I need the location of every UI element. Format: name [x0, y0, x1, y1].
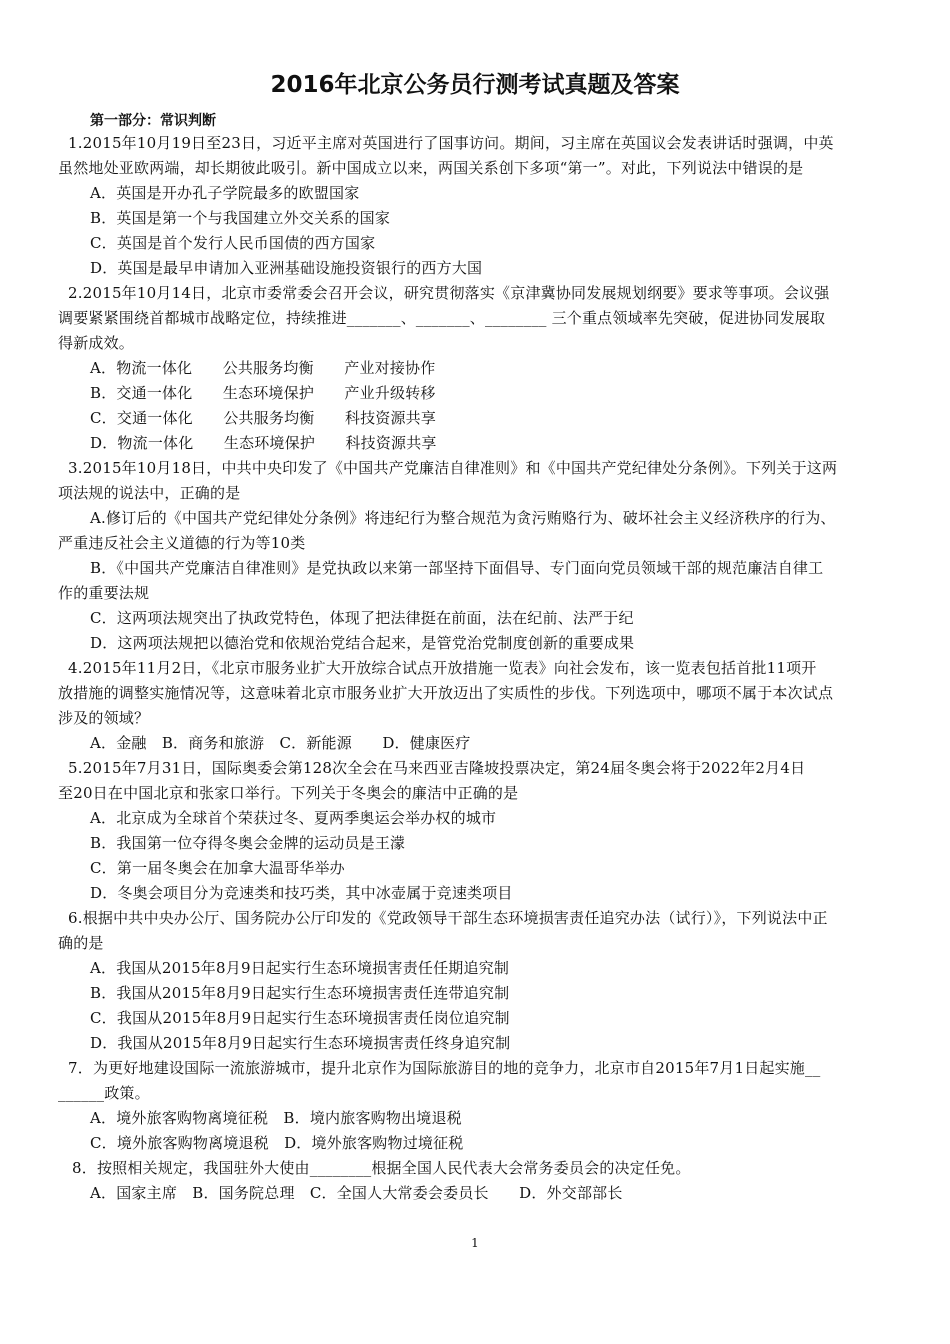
text-line: 虽然地处亚欧两端，却长期彼此吸引。新中国成立以来，两国关系创下多项“第一”。对此，下列说法中错误的是 [58, 159, 804, 177]
option-line: B．《中国共产党廉洁自律准则》是党执政以来第一部坚持下面倡导、专门面向党员领域干部的规范廉洁自律工 [90, 559, 824, 577]
option-line: D．物流一体化 生态环境保护 科技资源共享 [90, 434, 437, 452]
text-line: 7．为更好地建设国际一流旅游城市，提升北京作为国际旅游目的地的竞争力，北京市自2015年7月1日起实施__ [68, 1059, 821, 1077]
option-line: D．这两项法规把以德治党和依规治党结合起来，是管党治党制度创新的重要成果 [90, 634, 635, 652]
option-line: B．交通一体化 生态环境保护 产业升级转移 [90, 384, 436, 402]
option-line: A．物流一体化 公共服务均衡 产业对接协作 [90, 359, 436, 377]
page-title: 2016年北京公务员行测考试真题及答案 [270, 72, 680, 98]
text-line: 5.2015年7月31日，国际奥委会第128次全会在马来西亚吉隆坡投票决定，第24届冬奥会将于2022年2月4日 [68, 759, 806, 777]
option-line: C．第一届冬奥会在加拿大温哥华举办 [90, 859, 345, 877]
text-line: 4.2015年11月2日，《北京市服务业扩大开放综合试点开放措施一览表》向社会发布，该一览表包括首批11项开 [68, 659, 817, 677]
option-line: C．交通一体化 公共服务均衡 科技资源共享 [90, 409, 437, 427]
text-line: 1.2015年10月19日至23日，习近平主席对英国进行了国事访问。期间，习主席在英国议会发表讲话时强调，中英 [68, 134, 834, 152]
option-line: C．这两项法规突出了执政党特色，体现了把法律挺在前面，法在纪前、法严于纪 [90, 609, 634, 627]
option-line: C．我国从2015年8月9日起实行生态环境损害责任岗位追究制 [90, 1009, 510, 1027]
option-line: C．境外旅客购物离境退税 D．境外旅客购物过境征税 [90, 1134, 464, 1152]
text-line: 8．按照相关规定，我国驻外大使由________根据全国人民代表大会常务委员会的决定任免。 [72, 1159, 691, 1177]
text-line: 确的是 [58, 934, 104, 952]
option-line: A．我国从2015年8月9日起实行生态环境损害责任任期追究制 [90, 959, 510, 977]
text-line: 6.根据中共中央办公厅、国务院办公厅印发的《党政领导干部生态环境损害责任追究办法（试行）》，下列说法中正 [68, 909, 828, 927]
text-line: ______政策。 [58, 1084, 150, 1102]
section-heading: 第一部分：常识判断 [90, 113, 216, 129]
page-number: 1 [471, 1236, 479, 1250]
option-line: D．我国从2015年8月9日起实行生态环境损害责任终身追究制 [90, 1034, 511, 1052]
text-line: 调要紧紧围绕首都城市战略定位，持续推进_______、_______、________ 三个重点领域率先突破，促进协同发展取 [58, 309, 826, 327]
text-line: 项法规的说法中，正确的是 [58, 484, 241, 502]
text-line: 3.2015年10月18日，中共中央印发了《中国共产党廉洁自律准则》和《中国共产党纪律处分条例》。下列关于这两 [68, 459, 838, 477]
option-line: C．英国是首个发行人民币国债的西方国家 [90, 234, 376, 252]
option-line: D．冬奥会项目分为竞速类和技巧类，其中冰壶属于竞速类项目 [90, 884, 513, 902]
option-line: A．国家主席 B．国务院总理 C．全国人大常委会委员长 D．外交部部长 [90, 1184, 623, 1202]
text-line: 涉及的领域？ [58, 709, 150, 727]
option-line: B．我国从2015年8月9日起实行生态环境损害责任连带追究制 [90, 984, 510, 1002]
option-line: A．金融 B．商务和旅游 C．新能源 D．健康医疗 [90, 734, 471, 752]
text-line: 作的重要法规 [58, 584, 150, 602]
text-line: 严重违反社会主义道德的行为等10类 [58, 534, 306, 552]
option-line: B．我国第一位夺得冬奥会金牌的运动员是王濛 [90, 834, 406, 852]
option-line: A．英国是开办孔子学院最多的欧盟国家 [90, 184, 360, 202]
option-line: D．英国是最早申请加入亚洲基础设施投资银行的西方大国 [90, 259, 483, 277]
option-line: A.修订后的《中国共产党纪律处分条例》将违纪行为整合规范为贪污贿赂行为、破坏社会主义经济秩序的行为、 [90, 509, 836, 527]
text-line: 得新成效。 [58, 334, 135, 352]
text-line: 放措施的调整实施情况等，这意味着北京市服务业扩大开放迈出了实质性的步伐。下列选项中，哪项不属于本次试点 [58, 684, 834, 702]
text-line: 至20日在中国北京和张家口举行。下列关于冬奥会的廉洁中正确的是 [58, 784, 519, 802]
option-line: A．北京成为全球首个荣获过冬、夏两季奥运会举办权的城市 [90, 809, 497, 827]
text-line: 2.2015年10月14日，北京市委常委会召开会议，研究贯彻落实《京津冀协同发展规划纲要》要求等事项。会议强 [68, 284, 830, 302]
option-line: B．英国是第一个与我国建立外交关系的国家 [90, 209, 391, 227]
option-line: A．境外旅客购物离境征税 B．境内旅客购物出境退税 [90, 1109, 462, 1127]
